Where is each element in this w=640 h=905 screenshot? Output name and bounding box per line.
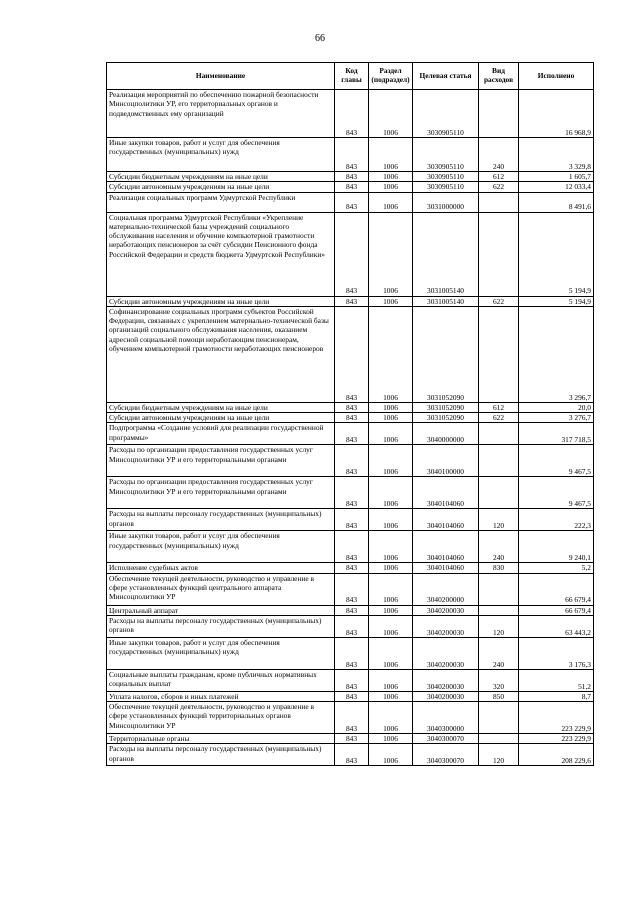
- table-row: [107, 172, 594, 182]
- cell-done: 317 718,5: [519, 423, 594, 445]
- cell-kind: [479, 212, 519, 296]
- cell-name: Социальные выплаты гражданам, кроме публичных нормативных социальных выплат: [107, 669, 335, 691]
- table-row: [107, 413, 594, 423]
- cell-name: Субсидии бюджетным учреждениям на иные цели: [107, 172, 335, 182]
- table-row: [107, 702, 594, 734]
- header-done: Исполнено: [519, 63, 594, 90]
- cell-section: 1006: [369, 509, 413, 531]
- cell-target: 3031000000: [413, 192, 479, 212]
- cell-section: 1006: [369, 212, 413, 296]
- cell-done: 8 491,6: [519, 192, 594, 212]
- cell-kind: [479, 192, 519, 212]
- cell-kind: 622: [479, 413, 519, 423]
- cell-code: 843: [335, 138, 369, 172]
- cell-done: 3 329,8: [519, 138, 594, 172]
- cell-done: 66 679,4: [519, 573, 594, 605]
- cell-target: 3031052090: [413, 306, 479, 402]
- header-section: Раздел (подраздел): [369, 63, 413, 90]
- cell-name: Территориальные органы: [107, 734, 335, 744]
- cell-name: Расходы на выплаты персоналу государственных (муниципальных) органов: [107, 744, 335, 766]
- table-row: [107, 744, 594, 766]
- cell-name: Софинансирование социальных программ субъектов Российской Федерации, связанных с укреплением материально-технической базы организаций социального обслуживания населения, оказанием адресной социальной помощи неработающим пенсионерам, обучением компьютерной грамотности неработающих пенсионеров: [107, 306, 335, 402]
- cell-section: 1006: [369, 192, 413, 212]
- table-row: [107, 573, 594, 605]
- table-row: [107, 402, 594, 412]
- cell-code: 843: [335, 734, 369, 744]
- cell-target: 3040300000: [413, 702, 479, 734]
- cell-section: 1006: [369, 637, 413, 669]
- cell-target: 3031052090: [413, 413, 479, 423]
- cell-name: Центральный аппарат: [107, 605, 335, 615]
- cell-code: 843: [335, 182, 369, 192]
- cell-done: 208 229,6: [519, 744, 594, 766]
- cell-section: 1006: [369, 413, 413, 423]
- cell-kind: 850: [479, 691, 519, 701]
- cell-section: 1006: [369, 445, 413, 477]
- cell-section: 1006: [369, 563, 413, 573]
- cell-done: 3 296,7: [519, 306, 594, 402]
- cell-done: 66 679,4: [519, 605, 594, 615]
- cell-done: 63 443,2: [519, 615, 594, 637]
- cell-done: 9 240,1: [519, 531, 594, 563]
- cell-code: 843: [335, 306, 369, 402]
- cell-name: Обеспечение текущей деятельности, руководство и управление в сфере установленных функций центрального аппарата Минсоцполитики УР: [107, 573, 335, 605]
- cell-name: Социальная программа Удмуртской Республики «Укрепление материально-технической базы учреждений социального обслуживания населения и обучение компьютерной грамотности неработающих пенсионеров за счёт субсидии Пенсионного фонда Российской Федерации и средств бюджета Удмуртской Республики»: [107, 212, 335, 296]
- cell-name: Подпрограмма «Создание условий для реализации государственной программы»: [107, 423, 335, 445]
- cell-code: 843: [335, 296, 369, 306]
- cell-section: 1006: [369, 744, 413, 766]
- cell-kind: [479, 477, 519, 509]
- cell-name: Уплата налогов, сборов и иных платежей: [107, 691, 335, 701]
- table-row: [107, 734, 594, 744]
- cell-section: 1006: [369, 615, 413, 637]
- cell-done: 3 276,7: [519, 413, 594, 423]
- cell-done: 20,0: [519, 402, 594, 412]
- table-row: [107, 477, 594, 509]
- cell-target: 3040104060: [413, 509, 479, 531]
- cell-code: 843: [335, 445, 369, 477]
- cell-kind: 622: [479, 182, 519, 192]
- cell-section: 1006: [369, 531, 413, 563]
- table-row: [107, 563, 594, 573]
- cell-kind: 240: [479, 138, 519, 172]
- cell-code: 843: [335, 172, 369, 182]
- cell-name: Расходы по организации предоставления государственных услуг Минсоцполитики УР и его территориальными органами: [107, 445, 335, 477]
- cell-section: 1006: [369, 138, 413, 172]
- cell-code: 843: [335, 90, 369, 138]
- cell-code: 843: [335, 605, 369, 615]
- cell-done: 8,7: [519, 691, 594, 701]
- cell-kind: 240: [479, 637, 519, 669]
- cell-kind: [479, 306, 519, 402]
- cell-section: 1006: [369, 691, 413, 701]
- cell-done: 9 467,5: [519, 445, 594, 477]
- cell-name: Иные закупки товаров, работ и услуг для обеспечения государственных (муниципальных) нужд: [107, 138, 335, 172]
- cell-target: 3030905110: [413, 90, 479, 138]
- cell-code: 843: [335, 212, 369, 296]
- cell-kind: [479, 573, 519, 605]
- cell-name: Субсидии автономным учреждениям на иные цели: [107, 296, 335, 306]
- cell-kind: 320: [479, 669, 519, 691]
- cell-target: 3040300070: [413, 734, 479, 744]
- cell-code: 843: [335, 477, 369, 509]
- cell-name: Расходы на выплаты персоналу государственных (муниципальных) органов: [107, 509, 335, 531]
- cell-kind: 612: [479, 172, 519, 182]
- table-row: [107, 306, 594, 402]
- table-row: [107, 615, 594, 637]
- cell-kind: 830: [479, 563, 519, 573]
- cell-target: 3040104060: [413, 531, 479, 563]
- cell-done: 5 194,9: [519, 296, 594, 306]
- cell-kind: [479, 605, 519, 615]
- cell-target: 3040000000: [413, 423, 479, 445]
- cell-kind: [479, 445, 519, 477]
- cell-code: 843: [335, 402, 369, 412]
- table-row: [107, 192, 594, 212]
- page-number: 66: [315, 33, 325, 44]
- table-row: [107, 605, 594, 615]
- cell-section: 1006: [369, 702, 413, 734]
- table-row: [107, 423, 594, 445]
- cell-section: 1006: [369, 573, 413, 605]
- cell-target: 3040200030: [413, 605, 479, 615]
- cell-name: Обеспечение текущей деятельности, руководство и управление в сфере установленных функций территориальных органов Минсоцполитики УР: [107, 702, 335, 734]
- cell-target: 3040200030: [413, 615, 479, 637]
- cell-code: 843: [335, 744, 369, 766]
- cell-section: 1006: [369, 477, 413, 509]
- cell-kind: [479, 90, 519, 138]
- cell-code: 843: [335, 509, 369, 531]
- cell-target: 3031005140: [413, 296, 479, 306]
- cell-done: 12 033,4: [519, 182, 594, 192]
- cell-name: Исполнение судебных актов: [107, 563, 335, 573]
- cell-done: 223 229,9: [519, 702, 594, 734]
- table-row: [107, 691, 594, 701]
- table-row: [107, 212, 594, 296]
- table-row: [107, 509, 594, 531]
- cell-done: 5 194,9: [519, 212, 594, 296]
- cell-kind: 240: [479, 531, 519, 563]
- cell-target: 3030905110: [413, 182, 479, 192]
- cell-code: 843: [335, 531, 369, 563]
- cell-kind: [479, 734, 519, 744]
- cell-kind: 120: [479, 509, 519, 531]
- table-row: [107, 637, 594, 669]
- cell-target: 3031005140: [413, 212, 479, 296]
- cell-done: 223 229,9: [519, 734, 594, 744]
- cell-name: Субсидии автономным учреждениям на иные цели: [107, 413, 335, 423]
- cell-name: Иные закупки товаров, работ и услуг для обеспечения государственных (муниципальных) нужд: [107, 637, 335, 669]
- cell-kind: [479, 702, 519, 734]
- cell-name: Субсидии бюджетным учреждениям на иные цели: [107, 402, 335, 412]
- cell-code: 843: [335, 637, 369, 669]
- cell-name: Реализация мероприятий по обеспечению пожарной безопасности Минсоцполитики УР, его территориальных органов и подведомственных ему организаций: [107, 90, 335, 138]
- cell-name: Реализация социальных программ Удмуртской Республики: [107, 192, 335, 212]
- cell-code: 843: [335, 413, 369, 423]
- cell-target: 3040104060: [413, 477, 479, 509]
- header-row: [107, 63, 594, 90]
- header-kind: Вид расходов: [479, 63, 519, 90]
- cell-done: 5,2: [519, 563, 594, 573]
- cell-code: 843: [335, 669, 369, 691]
- cell-code: 843: [335, 192, 369, 212]
- table-row: [107, 182, 594, 192]
- cell-kind: 622: [479, 296, 519, 306]
- cell-done: 222,3: [519, 509, 594, 531]
- cell-section: 1006: [369, 182, 413, 192]
- table-header: [107, 63, 594, 90]
- cell-kind: 120: [479, 615, 519, 637]
- cell-target: 3040200000: [413, 573, 479, 605]
- cell-name: Иные закупки товаров, работ и услуг для обеспечения государственных (муниципальных) нужд: [107, 531, 335, 563]
- cell-code: 843: [335, 691, 369, 701]
- budget-execution-table: [106, 62, 594, 766]
- cell-section: 1006: [369, 669, 413, 691]
- table-row: [107, 138, 594, 172]
- cell-target: 3040100000: [413, 445, 479, 477]
- cell-done: 1 605,7: [519, 172, 594, 182]
- cell-kind: [479, 423, 519, 445]
- cell-target: 3031052090: [413, 402, 479, 412]
- table-body: [107, 90, 594, 766]
- cell-target: 3030905110: [413, 138, 479, 172]
- cell-section: 1006: [369, 423, 413, 445]
- cell-code: 843: [335, 702, 369, 734]
- cell-section: 1006: [369, 734, 413, 744]
- header-code: Код главы: [335, 63, 369, 90]
- cell-code: 843: [335, 615, 369, 637]
- cell-target: 3040200030: [413, 691, 479, 701]
- cell-section: 1006: [369, 605, 413, 615]
- cell-code: 843: [335, 423, 369, 445]
- cell-target: 3040300070: [413, 744, 479, 766]
- table-row: [107, 90, 594, 138]
- cell-kind: 612: [479, 402, 519, 412]
- table-row: [107, 531, 594, 563]
- header-target: Целевая статья: [413, 63, 479, 90]
- cell-done: 16 968,9: [519, 90, 594, 138]
- cell-code: 843: [335, 573, 369, 605]
- table-row: [107, 296, 594, 306]
- cell-target: 3040200030: [413, 669, 479, 691]
- cell-section: 1006: [369, 172, 413, 182]
- cell-name: Субсидии автономным учреждениям на иные цели: [107, 182, 335, 192]
- cell-done: 51,2: [519, 669, 594, 691]
- cell-section: 1006: [369, 306, 413, 402]
- cell-done: 3 176,3: [519, 637, 594, 669]
- header-name: Наименование: [107, 63, 335, 90]
- cell-target: 3030905110: [413, 172, 479, 182]
- cell-kind: 120: [479, 744, 519, 766]
- table-row: [107, 669, 594, 691]
- cell-done: 9 467,5: [519, 477, 594, 509]
- cell-section: 1006: [369, 90, 413, 138]
- cell-name: Расходы на выплаты персоналу государственных (муниципальных) органов: [107, 615, 335, 637]
- cell-name: Расходы по организации предоставления государственных услуг Минсоцполитики УР и его территориальными органами: [107, 477, 335, 509]
- cell-target: 3040200030: [413, 637, 479, 669]
- cell-code: 843: [335, 563, 369, 573]
- cell-section: 1006: [369, 402, 413, 412]
- table-row: [107, 445, 594, 477]
- cell-section: 1006: [369, 296, 413, 306]
- cell-target: 3040104060: [413, 563, 479, 573]
